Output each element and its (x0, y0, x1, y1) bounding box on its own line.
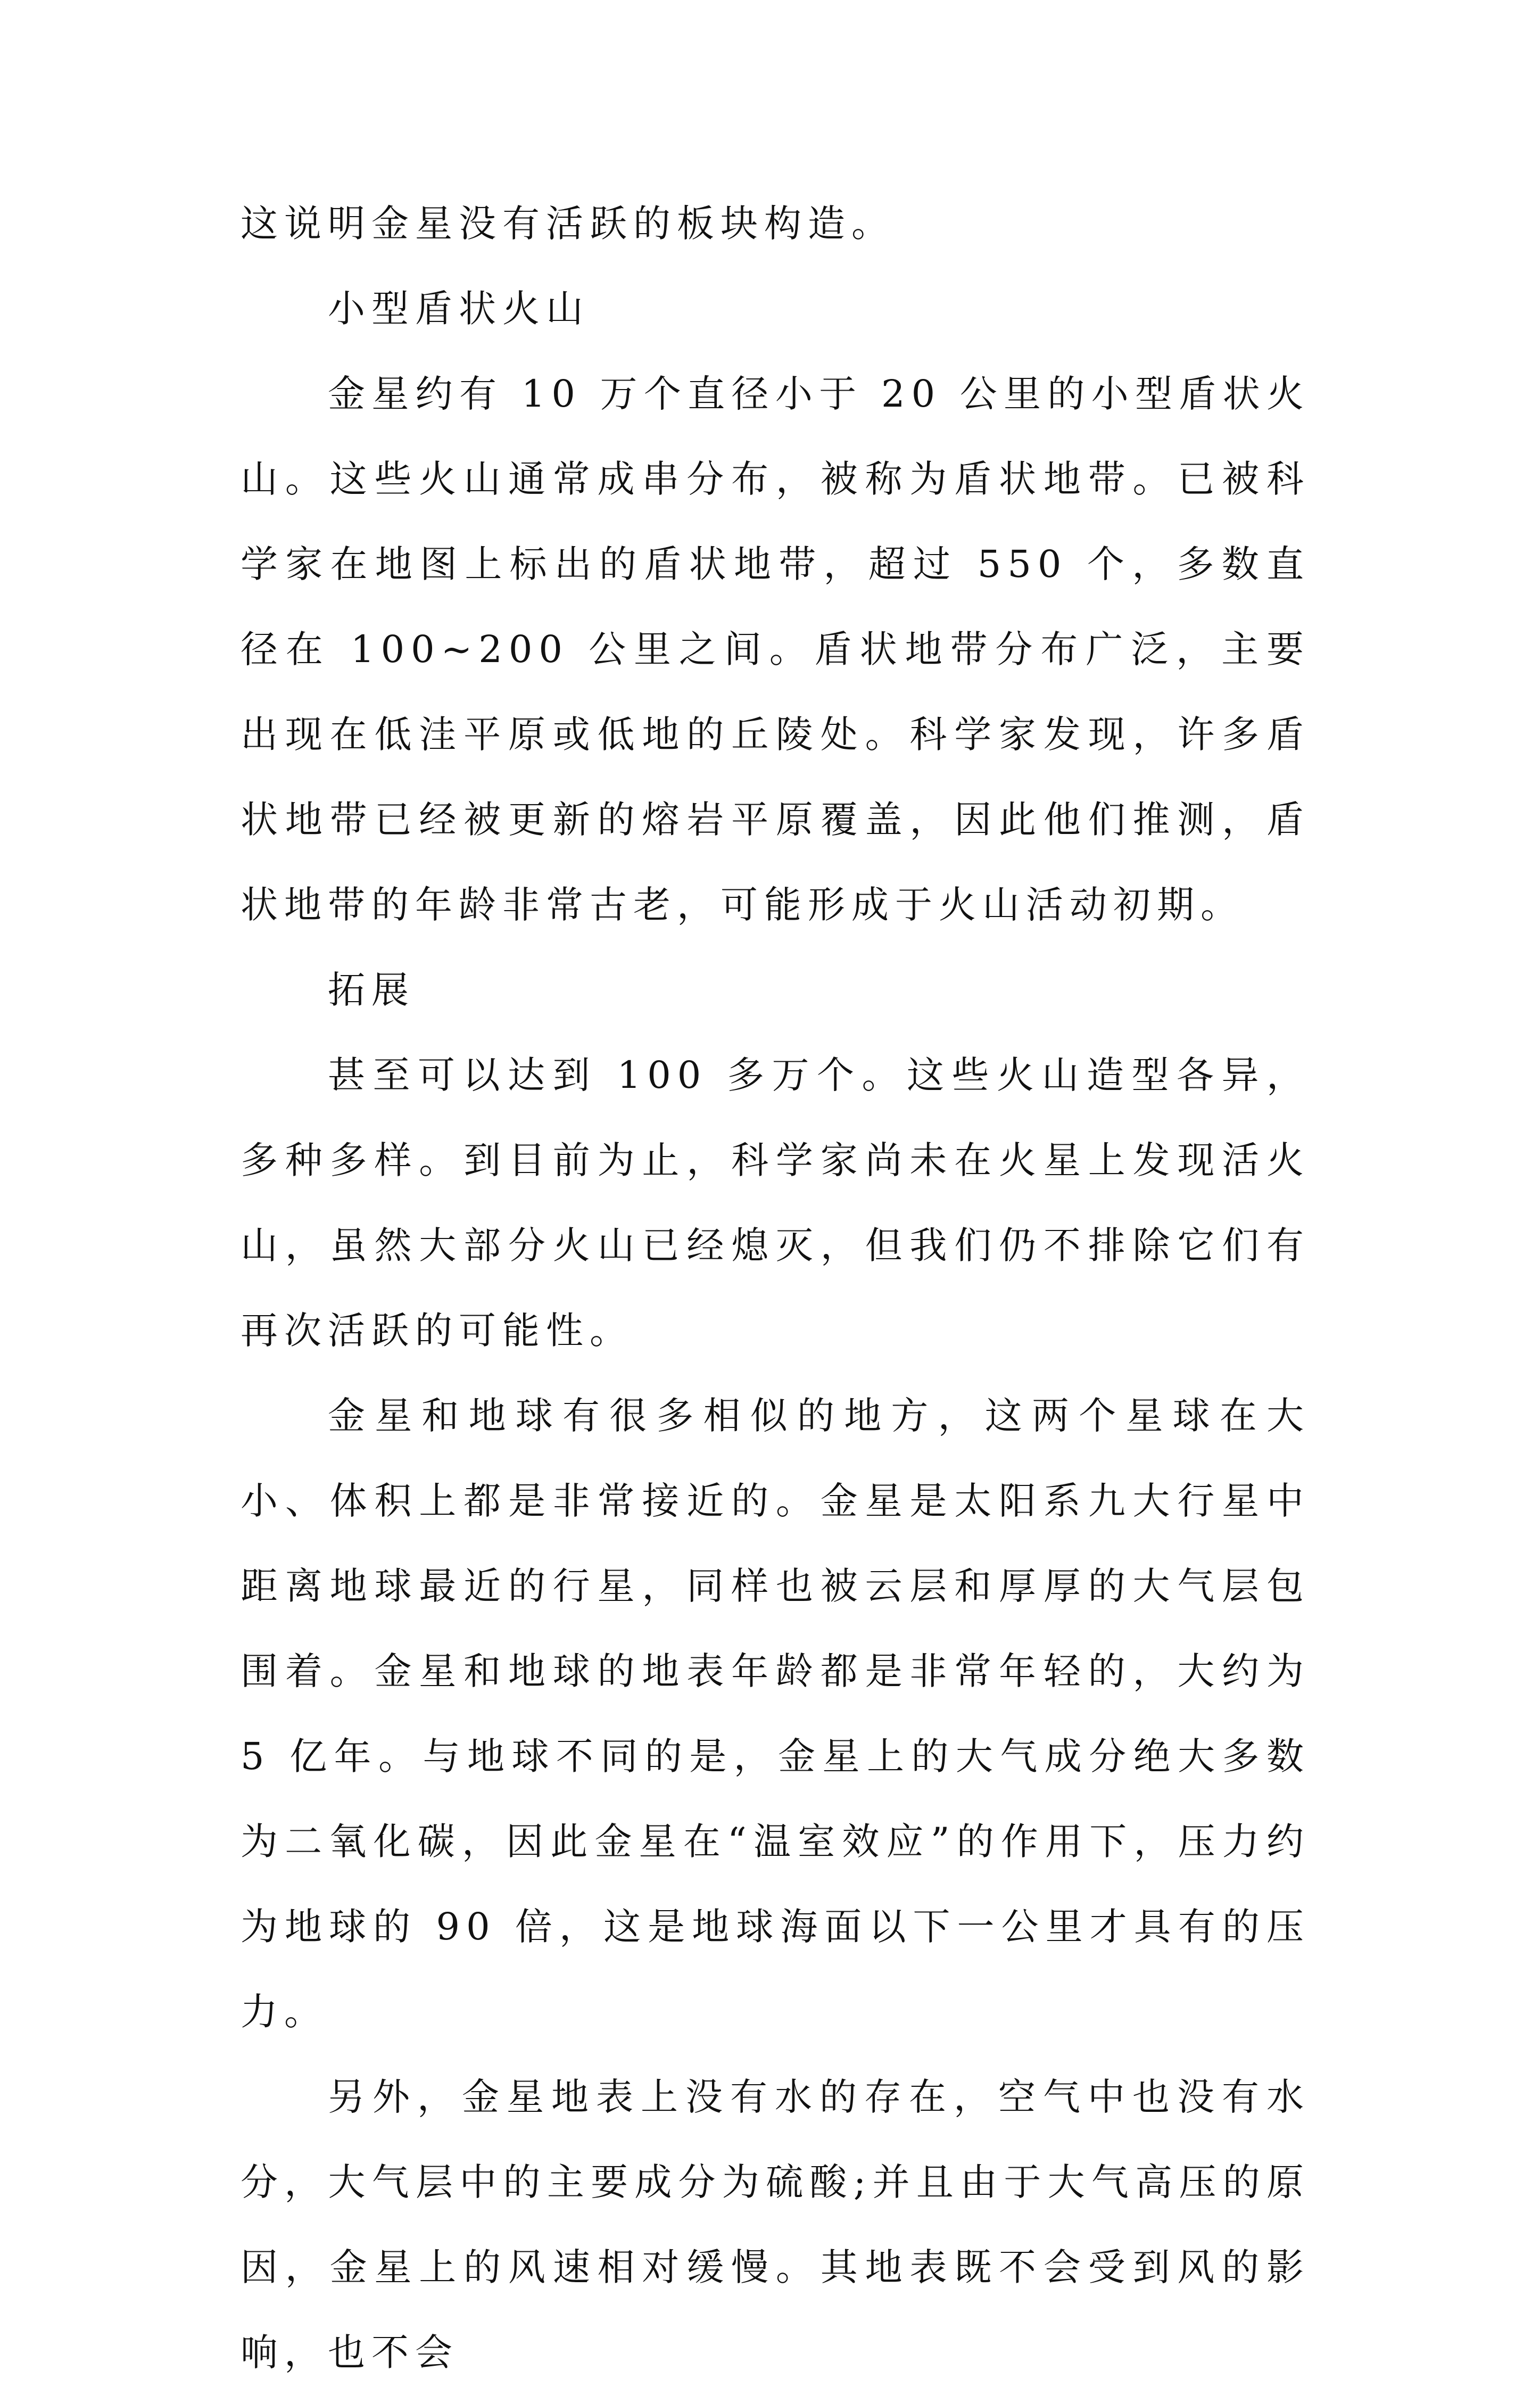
paragraph-continuation: 这说明金星没有活跃的板块构造。 (241, 202, 895, 245)
paragraph-venus-earth-comparison: 金星和地球有很多相似的地方，这两个星球在大小、体积上都是非常接近的。金星是太阳系九大行星中距离地球最近的行星，同样也被云层和厚厚的大气层包围着。金星和地球的地表年龄都是非常年轻的，大约为 5 亿年。与地球不同的是，金星上的大气成分绝大多数为二氧化碳，因此金星在“温室效应”的作用下，压力约为地球的 90 倍，这是地球海面以下一公里才具有的压力。 (241, 1394, 1310, 2034)
paragraph-mars-volcanoes: 甚至可以达到 100 多万个。这些火山造型各异，多种多样。到目前为止，科学家尚未在火星上发现活火山，虽然大部分火山已经熄灭，但我们仍不排除它们有再次活跃的可能性。 (241, 1053, 1310, 1352)
document-body (241, 181, 1310, 2395)
paragraph-venus-surface: 另外，金星地表上没有水的存在，空气中也没有水分，大气层中的主要成分为硫酸;并且由于大气高压的原因，金星上的风速相对缓慢。其地表既不会受到风的影响，也不会 (241, 2075, 1310, 2374)
section-heading-extension: 拓展 (328, 968, 415, 1012)
paragraph-shield-volcanoes: 金星约有 10 万个直径小于 20 公里的小型盾状火山。这些火山通常成串分布，被称为盾状地带。已被科学家在地图上标出的盾状地带，超过 550 个，多数直径在 100~200 公里之间。盾状地带分布广泛，主要出现在低洼平原或低地的丘陵处。科学家发现，许多盾状地带已经被更新的熔岩平原覆盖，因此他们推测，盾状地带的年龄非常古老，可能形成于火山活动初期。 (241, 372, 1310, 927)
section-heading-shield-volcanoes: 小型盾状火山 (328, 287, 590, 331)
